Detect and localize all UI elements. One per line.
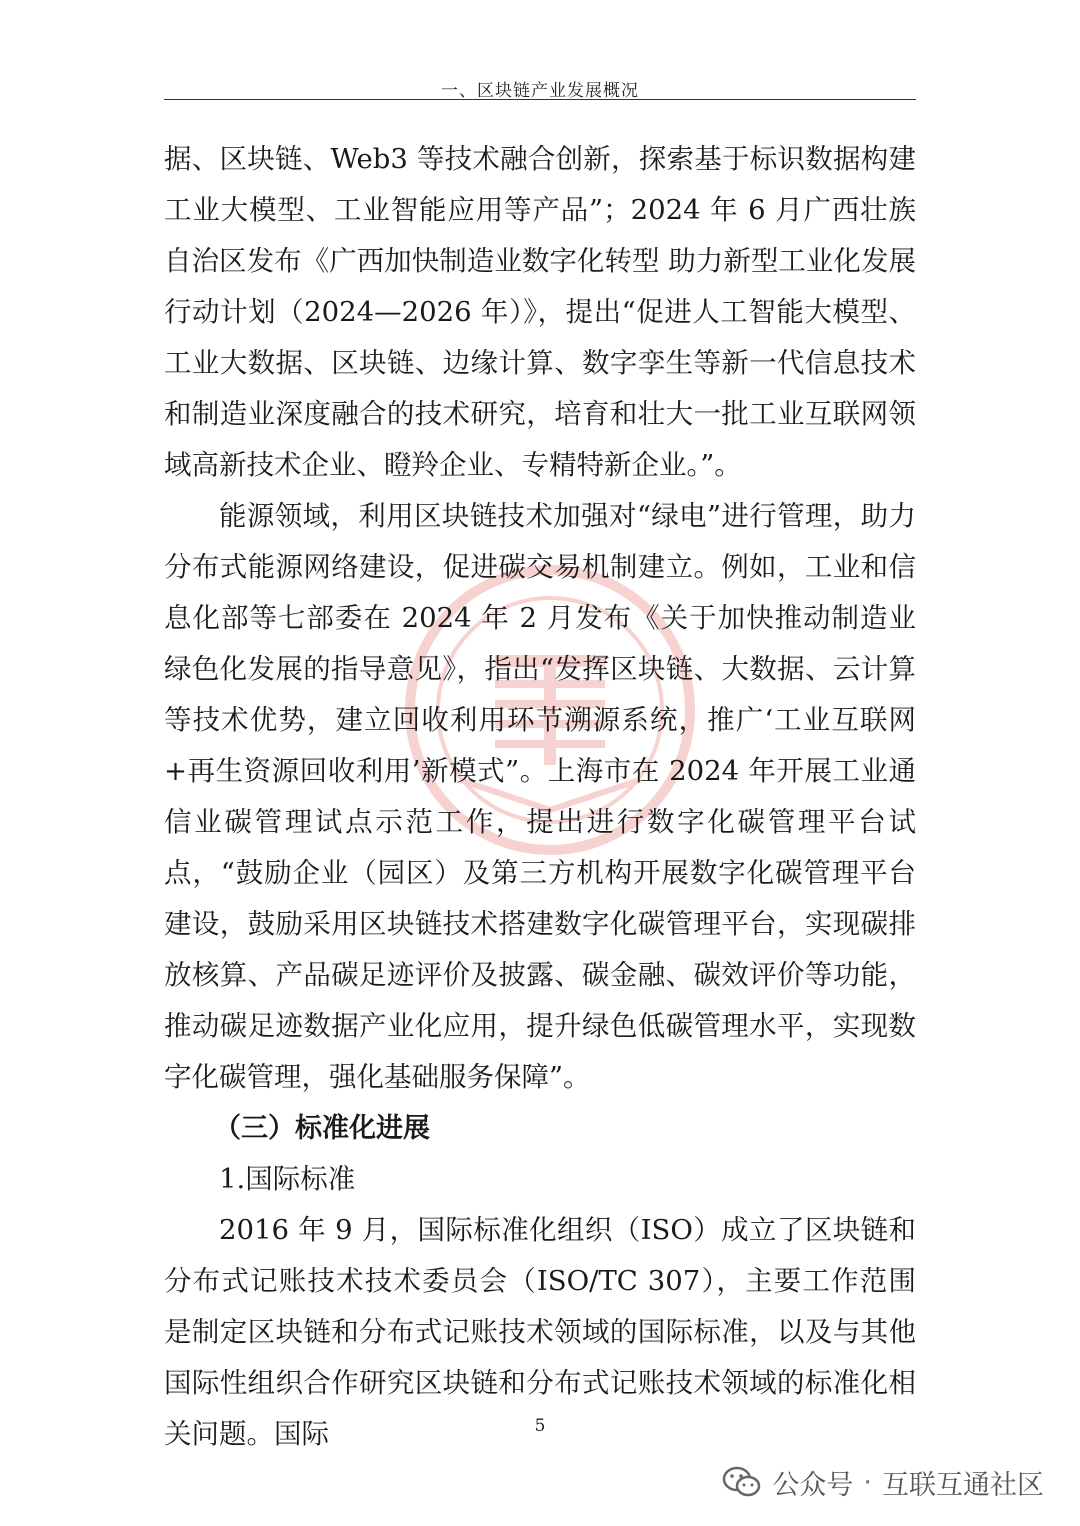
separator: · [863,1466,872,1498]
source-footer [722,1458,1044,1506]
wechat-icon [722,1465,762,1499]
page-number: 5 [534,1416,546,1436]
paragraph: 2016 年 9 月，国际标准化组织（ISO）成立了区块链和分布式记账技术技术委员会（ISO/TC 307），主要工作范围是制定区块链和分布式记账技术领域的国际标准，以及与其他国际性组织合作研究区块链和分布式记账技术领域的标准化相关问题。国际 [164,1214,916,1450]
source-label: 公众号 [772,1469,854,1501]
header-divider [164,99,916,100]
paragraph: 据、区块链、Web3 等技术融合创新，探索基于标识数据构建工业大模型、工业智能应用等产品”；2024 年 6 月广西壮族自治区发布《广西加快制造业数字化转型 助力新型工业化发展行动计划（2024—2026 年）》，提出“促进人工智能大模型、工业大数据、区块链、边缘计算、数字孪生等新一代信息技术和制造业深度融合的技术研究，培育和壮大一批工业互联网领域高新技术企业、瞪羚企业、专精特新企业。”。 [164,143,916,481]
paragraph: 能源领域，利用区块链技术加强对“绿电”进行管理，助力分布式能源网络建设，促进碳交易机制建立。例如，工业和信息化部等七部委在 2024 年 2 月发布《关于加快推动制造业绿色化发展的指导意见》，指出“发挥区块链、大数据、云计算等技术优势，建立回收利用环节溯源系统，推广‘工业互联网+再生资源回收利用’新模式”。上海市在 2024 年开展工业通信业碳管理试点示范工作，提出进行数字化碳管理平台试点，“鼓励企业（园区）及第三方机构开展数字化碳管理平台建设，鼓励采用区块链技术搭建数字化碳管理平台，实现碳排放核算、产品碳足迹评价及披露、碳金融、碳效评价等功能，推动碳足迹数据产业化应用，提升绿色低碳管理水平，实现数字化碳管理，强化基础服务保障”。 [164,500,916,1093]
account-name: 互联互通社区 [882,1469,1044,1501]
document-body [164,134,916,1460]
section-heading: （三）标准化进展 [214,1113,430,1144]
subsection-heading: 1.国际标准 [219,1163,356,1195]
running-header: 一、区块链产业发展概况 [441,81,639,101]
